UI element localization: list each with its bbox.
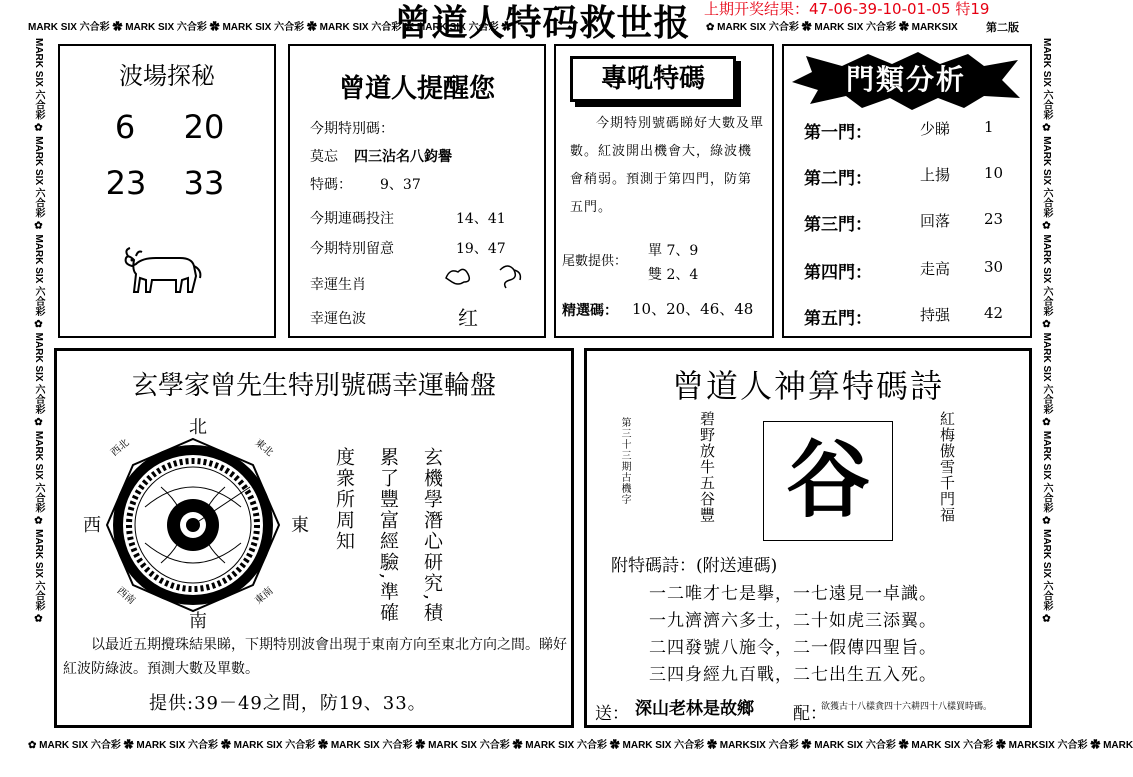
tail-single: 單 7、9 [648, 243, 699, 259]
compass-ne: 東北 [252, 437, 275, 459]
reminder-value: 红 [458, 306, 478, 330]
special-text: 今期特別號碼睇好大數及單數。紅波開出機會大，綠波機會稍弱。預測于第四門，防第五門。 [570, 116, 765, 215]
big-character [763, 421, 893, 541]
poem-title: 曾道人神算特碼詩 [671, 367, 944, 405]
door-label: 第四門： [804, 263, 872, 283]
compass-nw: 西北 [109, 437, 132, 459]
special-title: 專吼特碼 [570, 56, 736, 102]
special-box [554, 44, 774, 338]
poem-column-left: 第三十三期古機字 [619, 417, 630, 505]
reminder-value: 四三沾名八鈞譽 [354, 149, 452, 165]
reminder-label: 今期特別留意 [310, 241, 394, 257]
door-number: 30 [984, 258, 1004, 276]
door-label: 第二門： [804, 169, 872, 189]
door-number: 42 [984, 304, 1004, 322]
doors-box [782, 44, 1032, 338]
door-label: 第三門： [804, 215, 872, 235]
door-number: 10 [984, 164, 1004, 182]
lucky-wheel [105, 437, 281, 613]
reminder-label: 今期連碼投注 [310, 211, 394, 227]
poem-column-right: 紅梅傲雪千門福 [938, 411, 956, 523]
reminder-label: 特碼： [310, 177, 352, 193]
door-number: 1 [984, 118, 994, 136]
bochang-number: 33 [183, 164, 225, 202]
big-character-text: 谷 [785, 430, 870, 529]
ox-icon [122, 242, 204, 298]
poem-subtitle: 附特碼詩：(附送連碼) [611, 556, 778, 576]
reminder-value: 9、37 [380, 177, 421, 193]
reminder-value: 14、41 [456, 211, 506, 227]
send-value: 深山老林是故鄉 [635, 699, 754, 719]
zodiac-icon [440, 260, 530, 290]
doors-title: 門類分析 [845, 63, 966, 96]
door-word: 持强 [920, 306, 951, 324]
bochang-number: 20 [183, 108, 225, 146]
last-result: 上期开奖结果：47-06-39-10-01-05 特19 [704, 0, 990, 18]
poem-line: 一九濟濟六多士，二十如虎三添翼。 [649, 611, 937, 631]
right-strip: MARK SIX 六合彩 ✿ MARK SIX 六合彩 ✿ MARK SIX 六合彩 ✿ MARK SIX 六合彩 ✿ MARK SIX 六合彩 ✿ MARK SIX 六合彩 ✿ [1041, 38, 1052, 625]
reminder-label: 幸運色波 [310, 311, 366, 327]
pick-label: 精選碼： [562, 303, 618, 319]
send-label: 送： [595, 704, 629, 724]
door-word: 少睇 [920, 120, 951, 138]
reminder-title: 曾道人提醒您 [338, 74, 495, 104]
reminder-label: 莫忘 [310, 149, 338, 165]
compass-sw: 西南 [114, 585, 137, 607]
door-word: 回落 [920, 212, 951, 230]
left-strip: MARK SIX 六合彩 ✿ MARK SIX 六合彩 ✿ MARK SIX 六合彩 ✿ MARK SIX 六合彩 ✿ MARK SIX 六合彩 ✿ MARK SIX 六合彩 ✿ [33, 38, 44, 625]
compass-east: 東 [291, 515, 309, 536]
wheel-verse-column: 累了豐富經驗,準確 [377, 447, 399, 624]
door-word: 上揚 [920, 166, 951, 184]
wheel-description: 以最近五期攪珠結果睇，下期特別波會出現于東南方向至東北方向之間。睇好紅波防綠波。預測大數及單數。 [63, 637, 567, 677]
tail-double: 雙 2、4 [648, 267, 699, 283]
door-label: 第一門： [804, 123, 872, 143]
top-strip-left: MARK SIX 六合彩 ✿ MARK SIX 六合彩 ✿ MARK SIX 六合彩 ✿ MARK SIX 六合彩 ✿ MARK SIX 六合彩 ✿ [28, 22, 512, 33]
wheel-verse-column: 玄機學潛心研究,積 [421, 447, 443, 624]
bochang-number: 23 [105, 164, 147, 202]
bottom-strip: ✿ MARK SIX 六合彩 ✿ MARK SIX 六合彩 ✿ MARK SIX 六合彩 ✿ MARK SIX 六合彩 ✿ MARK SIX 六合彩 ✿ MARK SIX 六合彩 ✿ MARK SIX 六合彩 ✿ MARKSIX 六合彩 ✿ MARK SIX 六合彩 ✿ MARK SIX 六合彩 ✿ MARKSIX 六合彩 ✿ MARK [28, 740, 1133, 751]
pair-label: 配： [793, 704, 827, 724]
reminder-label: 幸運生肖 [310, 277, 366, 293]
page-title: 曾道人特码救世报 [394, 2, 691, 44]
compass-north: 北 [189, 417, 207, 438]
edition-label: 第二版 [986, 21, 1019, 34]
compass-south: 南 [189, 611, 207, 632]
top-strip-right: ✿ MARK SIX 六合彩 ✿ MARK SIX 六合彩 ✿ MARKSIX [706, 22, 958, 33]
wheel-box [54, 348, 574, 728]
bochang-box [58, 44, 276, 338]
reminder-value: 19、47 [456, 241, 506, 257]
door-word: 走高 [920, 260, 951, 278]
poem-line: 一二唯才七是擧，一七遠見一卓識。 [649, 584, 937, 604]
compass-se: 東南 [253, 585, 276, 607]
door-number: 23 [984, 210, 1004, 228]
poem-line: 三四身經九百戰，二七出生五入死。 [649, 665, 937, 685]
wheel-provide: 提供:39－49之間，防19、33。 [149, 693, 427, 714]
pick-value: 10、20、46、48 [632, 300, 754, 318]
wheel-verse-column: 度衆所周知 [333, 447, 355, 552]
bochang-title: 波場探秘 [119, 62, 215, 90]
compass-west: 西 [83, 515, 101, 536]
pair-value: 欲獲古十八樣貪四十六耕四十八樣買時碼。 [821, 702, 993, 712]
poem-box [584, 348, 1032, 728]
poem-line: 二四發號八施令，二一假傳四聖旨。 [649, 638, 937, 658]
bochang-number: 6 [114, 108, 136, 146]
tail-label: 尾數提供： [562, 254, 628, 269]
wheel-title: 玄學家曾先生特別號碼幸運輪盤 [131, 371, 496, 401]
reminder-box [288, 44, 546, 338]
poem-column-mid: 碧野放牛五谷豐 [698, 411, 716, 523]
door-label: 第五門： [804, 309, 872, 329]
reminder-label: 今期特別碼： [310, 121, 394, 137]
